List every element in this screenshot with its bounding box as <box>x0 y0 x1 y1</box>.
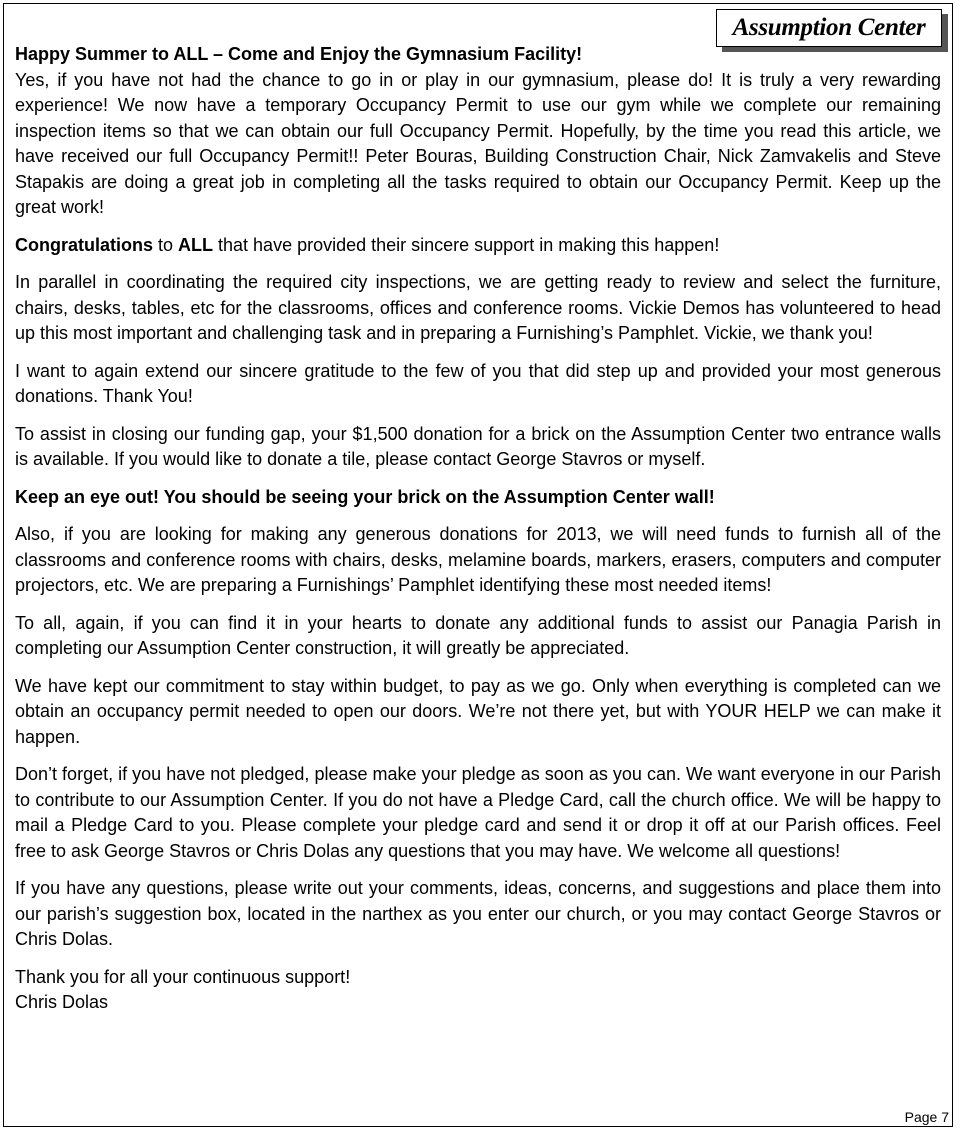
paragraph-suggestions: If you have any questions, please write out your comments, ideas, concerns, and suggestions and place them into our parish’s suggestion box, located in the narthex as you enter our church, or you may contact George Stavros or Chris Dolas. <box>15 878 941 949</box>
signature: Chris Dolas <box>15 992 109 1012</box>
congratulations-to: to <box>153 234 179 255</box>
congratulations-word: Congratulations <box>15 234 153 255</box>
paragraph-congratulations <box>15 233 941 259</box>
congratulations-rest: that have provided their sincere support in making this happen! <box>213 234 720 255</box>
keep-eye-out-text: Keep an eye out! You should be seeing your brick on the Assumption Center wall! <box>15 486 715 507</box>
article-body <box>15 42 941 1016</box>
paragraph-pledge: Don’t forget, if you have not pledged, please make your pledge as soon as you can. We want everyone in our Parish to contribute to our Assumption Center. If you do not have a Pledge Card, call the church office. We will be happy to mail a Pledge Card to you. Please complete your pledge card and send it or drop it off at our Parish offices. Feel free to ask George Stavros or Chris Dolas any questions that you may have. We welcome all questions! <box>15 764 941 861</box>
page-number: Page 7 <box>904 1109 949 1125</box>
closing-line: Thank you for all your continuous support! <box>15 966 351 987</box>
paragraph-budget: We have kept our commitment to stay within budget, to pay as we go. Only when everything is completed can we obtain an occupancy permit needed to open our doors. We’re not there yet, but with YOUR HELP we can make it happen. <box>15 675 941 747</box>
paragraph-brick-donation: To assist in closing our funding gap, your $1,500 donation for a brick on the Assumption Center two entrance walls is available. If you would like to donate a tile, please contact George Stavros or myself. <box>15 423 941 469</box>
paragraph-keep-eye-out <box>15 485 941 511</box>
paragraph-gymnasium: Yes, if you have not had the chance to go in or play in our gymnasium, please do! It is truly a very rewarding experience! We now have a temporary Occupancy Permit to use our gym while we complete our remaining inspection items so that we can obtain our full Occupancy Permit. Hopefully, by the time you read this article, we have received our full Occupancy Permit!! Peter Bouras, Building Construction Chair, Nick Zamvakelis and Steve Stapakis are doing a great job in completing all the tasks required to obtain our Occupancy Permit. Keep up the great work! <box>15 69 941 217</box>
paragraph-furnishings: In parallel in coordinating the required city inspections, we are getting ready to review and select the furniture, chairs, desks, tables, etc for the classrooms, offices and conference rooms. Vickie Demos has volunteered to head up this most important and challenging task and in preparing a Furnishing’s Pamphlet. Vickie, we thank you! <box>15 272 941 343</box>
paragraph-donations-2013: Also, if you are looking for making any generous donations for 2013, we will need funds to furnish all of the classrooms and conference rooms with chairs, desks, melamine boards, markers, erasers, computers and computer projectors, etc. We are preparing a Furnishings’ Pamphlet identifying these most needed items! <box>15 524 941 595</box>
congratulations-all: ALL <box>178 234 214 255</box>
section-title: Assumption Center <box>716 9 942 47</box>
paragraph-gratitude: I want to again extend our sincere gratitude to the few of you that did step up and provided your most generous donations. Thank You! <box>15 360 941 406</box>
article-title: Happy Summer to ALL – Come and Enjoy the Gymnasium Facility! <box>15 44 583 64</box>
paragraph-additional-funds: To all, again, if you can find it in your hearts to donate any additional funds to assist our Panagia Parish in completing our Assumption Center construction, it will greatly be appreciated. <box>15 612 941 658</box>
